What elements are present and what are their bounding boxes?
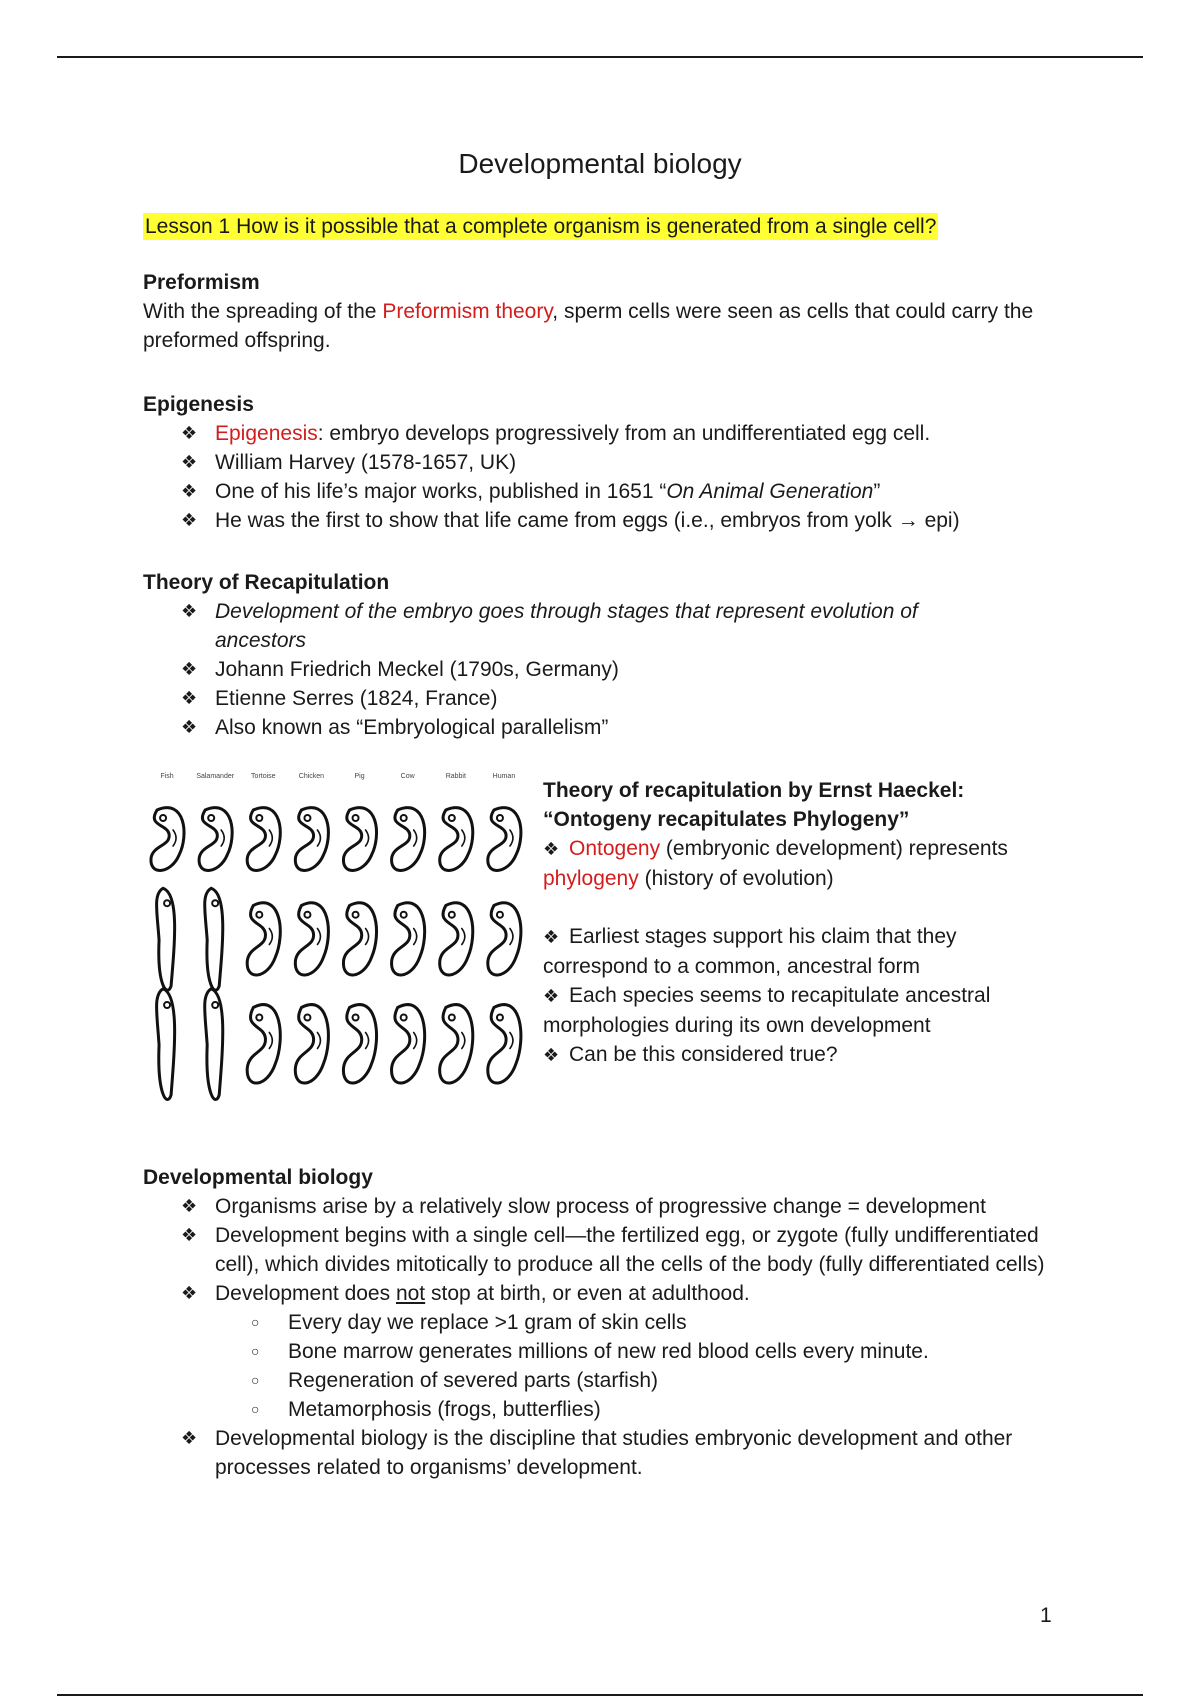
embryo-drawings	[143, 770, 528, 1105]
embryo-drawing	[392, 1005, 425, 1083]
haeckel-point-4-text: Can be this considered true?	[569, 1043, 838, 1066]
top-rule	[57, 56, 1143, 58]
embryo-drawing	[343, 1005, 376, 1083]
list-item: ❖ Development of the embryo goes through stages that represent evolution of ancestors	[143, 597, 975, 655]
haeckel-point-1	[543, 834, 1063, 893]
list-item: ❖ Development begins with a single cell—the fertilized egg, or zygote (fully undifferentiated cell), which divides mitotically to produce all the cells of the body (fully differentiated cells)	[143, 1221, 1065, 1279]
sub-list-item: ○ Bone marrow generates millions of new red blood cells every minute.	[143, 1337, 1063, 1366]
haeckel-point-4	[543, 1040, 1063, 1070]
devbio-heading: Developmental biology	[143, 1166, 373, 1189]
embryo-drawing	[157, 888, 175, 990]
list-item: ❖ He was the first to show that life came from eggs (i.e., embryos from yolk → epi)	[143, 506, 1063, 535]
embryo-drawing	[151, 808, 184, 871]
epigenesis-def: : embryo develops progressively from an undifferentiated egg cell.	[317, 422, 931, 445]
embryo-column-label: Chicken	[298, 773, 325, 780]
devbio-b3-after: stop at birth, or even at adulthood.	[425, 1282, 750, 1305]
sub-list-item: ○ Every day we replace >1 gram of skin cells	[143, 1308, 1063, 1337]
preformism-text-before: With the spreading of the	[143, 300, 383, 323]
sub-list-item: ○ Regeneration of severed parts (starfish)	[143, 1366, 1063, 1395]
embryo-drawing	[205, 888, 223, 990]
embryo-drawing	[199, 808, 232, 871]
embryo-drawing	[247, 1005, 280, 1083]
page-title: Developmental biology	[458, 148, 742, 179]
recapitulation-list	[143, 597, 1063, 742]
sub-list-item: ○ Metamorphosis (frogs, butterflies)	[143, 1395, 1063, 1424]
list-item: ❖ Also known as “Embryological parallelism”	[143, 713, 1063, 742]
devbio-section	[143, 1163, 1063, 1482]
embryo-drawing	[488, 903, 521, 975]
haeckel-point-2	[543, 922, 1063, 981]
embryo-drawing	[295, 903, 328, 975]
list-item: ❖ Organisms arise by a relatively slow process of progressive change = development	[143, 1192, 1063, 1221]
bullet-icon: ❖	[543, 986, 560, 1006]
ontogeny-term: Ontogeny	[569, 837, 661, 860]
phylogeny-term: phylogeny	[543, 867, 639, 890]
embryo-drawing	[440, 903, 473, 975]
list-item: ❖ Developmental biology is the discipline that studies embryonic development and other processes related to organisms’ development.	[143, 1424, 1065, 1482]
list-item	[143, 419, 1063, 448]
bullet-icon: ❖	[543, 839, 560, 859]
haeckel-caption	[543, 776, 1063, 1070]
embryo-drawing	[392, 808, 425, 871]
preformism-section	[143, 268, 1063, 355]
embryo-drawing	[440, 808, 473, 871]
recapitulation-section	[143, 568, 1063, 742]
embryo-column-label: Pig	[354, 773, 365, 780]
lesson-heading	[143, 212, 938, 241]
embryo-drawing	[295, 1005, 328, 1083]
preformism-text	[143, 297, 1063, 355]
embryo-drawing	[488, 1005, 521, 1083]
embryo-column-label: Cow	[400, 773, 415, 780]
haeckel-embryo-figure	[143, 770, 528, 1105]
devbio-b3-before: Development does	[215, 1282, 396, 1305]
epigenesis-term: Epigenesis	[215, 422, 318, 445]
haeckel-title-2: “Ontogeny recapitulates Phylogeny”	[543, 808, 910, 831]
epigenesis-list	[143, 419, 1063, 535]
bottom-rule	[57, 1694, 1143, 1696]
recapitulation-heading: Theory of Recapitulation	[143, 571, 390, 594]
haeckel-point-3-text: Each species seems to recapitulate ancestral morphologies during its own development	[543, 984, 991, 1037]
list-item: ❖ William Harvey (1578-1657, UK)	[143, 448, 1063, 477]
preformism-heading: Preformism	[143, 271, 260, 294]
embryo-drawing	[343, 903, 376, 975]
works-text: One of his life’s major works, published in 1651 “	[215, 480, 667, 503]
embryo-column-label: Fish	[160, 773, 174, 780]
embryo-drawing	[488, 808, 521, 871]
haeckel-title-1: Theory of recapitulation by Ernst Haeckel:	[543, 779, 965, 802]
bullet-icon: ❖	[543, 1045, 560, 1065]
preformism-term: Preformism theory	[382, 300, 553, 323]
lesson-highlight: Lesson 1 How is it possible that a complete organism is generated from a single cell?	[145, 215, 937, 238]
ontogeny-text: (embryonic development) represents	[660, 837, 1008, 860]
embryo-column-label: Human	[492, 773, 516, 780]
embryo-drawing	[392, 903, 425, 975]
embryo-drawing	[157, 989, 175, 1100]
works-title: On Animal Generation	[666, 480, 874, 503]
embryo-column-label: Rabbit	[445, 773, 466, 780]
epigenesis-heading: Epigenesis	[143, 393, 254, 416]
embryo-column-label: Tortoise	[251, 773, 276, 780]
works-end: ”	[873, 480, 881, 503]
list-item	[143, 1279, 1063, 1424]
list-item: ❖ Johann Friedrich Meckel (1790s, Germany)	[143, 655, 1063, 684]
devbio-list	[143, 1192, 1063, 1482]
devbio-sublist	[215, 1308, 1063, 1424]
devbio-b3-not: not	[395, 1282, 426, 1305]
embryo-column-label: Salamander	[196, 773, 235, 780]
bullet-icon: ❖	[543, 927, 560, 947]
epigenesis-section	[143, 390, 1063, 535]
phylogeny-text: (history of evolution)	[638, 867, 834, 890]
list-item	[143, 477, 1063, 506]
embryo-drawing	[440, 1005, 473, 1083]
page-number: 1	[1040, 1604, 1052, 1627]
embryo-drawing	[247, 903, 280, 975]
embryo-drawing	[247, 808, 280, 871]
list-item: ❖ Etienne Serres (1824, France)	[143, 684, 1063, 713]
preformism-text-after: , sperm cells were seen as cells that could carry the preformed offspring.	[143, 300, 1034, 352]
embryo-drawing	[295, 808, 328, 871]
embryo-drawing	[343, 808, 376, 871]
embryo-drawing	[205, 989, 223, 1100]
haeckel-point-2-text: Earliest stages support his claim that they correspond to a common, ancestral form	[543, 925, 957, 978]
haeckel-point-3	[543, 981, 1063, 1040]
